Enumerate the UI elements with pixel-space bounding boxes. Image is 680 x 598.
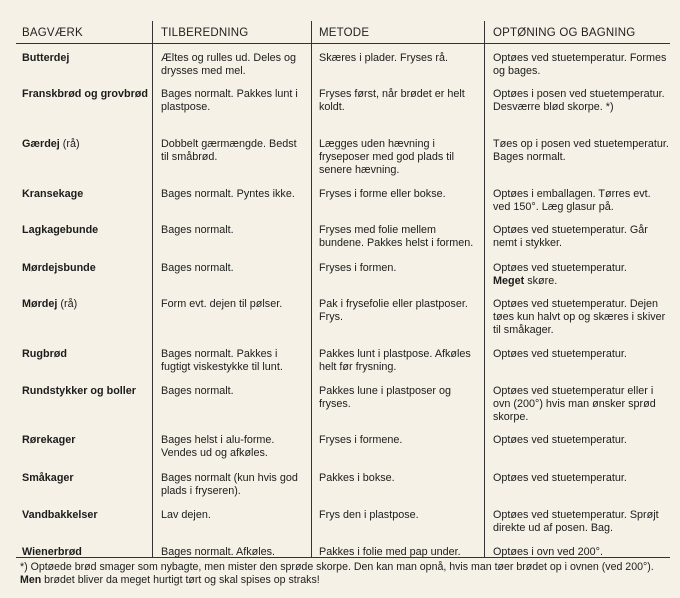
row-metode: Fryses først, når brødet er helt koldt. — [319, 88, 465, 113]
header-optoening: OPTØNING OG BAGNING — [493, 27, 636, 39]
row-metode: Fryses i formene. — [319, 434, 403, 446]
row-tilberedning: Bages helst i alu-forme. Vendes ud og afkøles. — [161, 434, 275, 459]
row-optoening — [493, 434, 669, 447]
row-metode: Pakkes i bokse. — [319, 472, 395, 484]
row-optoening-text: Optøes i ovn ved 200°. — [493, 546, 603, 558]
row-name — [22, 472, 148, 485]
row-optoening-text: Optøes ved stuetemperatur. Dejen tøes kun halvt op og skæres i skiver til småkager. — [493, 298, 666, 336]
row-optoening — [493, 472, 669, 485]
row-optoening-text: Optøes ved stuetemperatur. Sprøjt direkte ud af posen. Bag. — [493, 509, 659, 534]
footnote-emphasis: Men — [20, 573, 42, 586]
row-name — [22, 262, 148, 275]
row-optoening-text: Optøes i posen ved stuetemperatur. Desværre blød skorpe. *) — [493, 88, 665, 113]
row-optoening — [493, 298, 669, 337]
row-metode: Pak i frysefolie eller plastposer. Frys. — [319, 298, 468, 323]
row-name-text: Rundstykker og boller — [22, 385, 136, 397]
row-optoening — [493, 88, 669, 114]
row-optoening-text: Optøes ved stuetemperatur. — [493, 262, 627, 274]
row-name-text: Mørdej — [22, 298, 58, 310]
header-metode: METODE — [319, 27, 370, 39]
row-tilberedning: Bages normalt. Pakkes lunt i plastpose. — [161, 88, 298, 113]
row-metode: Pakkes i folie med pap under. — [319, 546, 461, 558]
row-optoening-text: Optøes ved stuetemperatur. Formes og bages. — [493, 52, 667, 77]
row-name-text: Wienerbrød — [22, 546, 82, 558]
row-name-text: Franskbrød og grovbrød — [22, 88, 148, 100]
column-divider-1 — [152, 21, 153, 557]
row-name — [22, 348, 148, 361]
header-bagvaerk: BAGVÆRK — [22, 27, 83, 39]
row-metode: Lægges uden hævning i fryseposer med god plads til senere hævning. — [319, 138, 455, 176]
row-name — [22, 434, 148, 447]
footnote — [20, 561, 668, 586]
row-name-text: Småkager — [22, 472, 74, 484]
row-tilberedning: Æltes og rulles ud. Deles og drysses med mel. — [161, 52, 297, 77]
row-tilberedning: Bages normalt. — [161, 385, 234, 397]
row-optoening-text: Optøes ved stuetemperatur eller i ovn (200°) hvis man ønsker sprød skorpe. — [493, 385, 656, 423]
row-name-suffix: (rå) — [57, 298, 78, 310]
row-name — [22, 188, 148, 201]
row-name-text: Mørdejsbunde — [22, 262, 96, 274]
header-rule — [16, 43, 670, 44]
footnote-text-end: brødet bliver da meget hurtigt tørt og skal spises op straks! — [41, 573, 320, 586]
row-optoening — [493, 509, 669, 535]
row-optoening — [493, 188, 669, 214]
row-name — [22, 52, 148, 65]
row-name — [22, 88, 148, 101]
footnote-text: *) Optøede brød smager som nybagte, men mister den sprøde skorpe. Den kan man opnå, hvis man tøer brødet op i ovnen (ved 200°). — [20, 561, 654, 573]
row-tilberedning: Lav dejen. — [161, 509, 211, 521]
row-metode: Fryses i forme eller bokse. — [319, 188, 446, 200]
row-optoening-text: Tøes op i posen ved stuetemperatur. Bages normalt. — [493, 138, 669, 163]
row-tilberedning: Dobbelt gærmængde. Bedst til småbrød. — [161, 138, 297, 163]
row-metode: Fryses i formen. — [319, 262, 397, 274]
row-name — [22, 509, 148, 522]
row-metode: Pakkes lunt i plastpose. Afkøles helt før frysning. — [319, 348, 471, 373]
row-tilberedning: Bages normalt. Pakkes i fugtigt viskestykke til lunt. — [161, 348, 283, 373]
row-name-text: Vandbakkelser — [22, 509, 98, 521]
row-tilberedning: Bages normalt. — [161, 262, 234, 274]
row-optoening — [493, 138, 669, 164]
row-tilberedning: Bages normalt. Afkøles. — [161, 546, 276, 558]
row-name-text: Lagkagebunde — [22, 224, 99, 236]
row-optoening-text: Optøes ved stuetemperatur. Går nemt i stykker. — [493, 224, 648, 249]
header-tilberedning: TILBEREDNING — [161, 27, 249, 39]
row-optoening — [493, 52, 669, 78]
row-optoening-text-end: skøre. — [524, 275, 558, 287]
row-metode: Frys den i plastpose. — [319, 509, 419, 521]
row-optoening — [493, 385, 669, 424]
row-name-text: Gærdej — [22, 138, 60, 150]
row-optoening — [493, 348, 669, 361]
row-name — [22, 385, 148, 398]
row-tilberedning: Form evt. dejen til pølser. — [161, 298, 283, 310]
row-name-text: Rørekager — [22, 434, 76, 446]
row-tilberedning: Bages normalt. — [161, 224, 234, 236]
row-optoening-text: Optøes ved stuetemperatur. — [493, 348, 627, 360]
column-divider-3 — [484, 21, 485, 557]
row-metode: Pakkes lune i plastposer og fryses. — [319, 385, 452, 410]
row-name-text: Kransekage — [22, 188, 84, 200]
row-name — [22, 138, 148, 151]
row-name-suffix: (rå) — [59, 138, 80, 150]
row-name — [22, 298, 148, 311]
row-tilberedning: Bages normalt. Pyntes ikke. — [161, 188, 295, 200]
column-divider-2 — [311, 21, 312, 557]
row-name — [22, 224, 148, 237]
row-metode: Fryses med folie mellem bundene. Pakkes helst i formen. — [319, 224, 474, 249]
row-optoening-text: Optøes i emballagen. Tørres evt. ved 150°. Læg glasur på. — [493, 188, 651, 213]
row-optoening — [493, 224, 669, 250]
row-optoening-text: Optøes ved stuetemperatur. — [493, 434, 627, 446]
row-name-text: Butterdej — [22, 52, 70, 64]
row-optoening — [493, 262, 669, 288]
row-tilberedning: Bages normalt (kun hvis god plads i fryseren). — [161, 472, 298, 497]
row-name-text: Rugbrød — [22, 348, 67, 360]
row-optoening-emphasis: Meget — [493, 275, 525, 287]
row-optoening-text: Optøes ved stuetemperatur. — [493, 472, 627, 484]
row-metode: Skæres i plader. Fryses rå. — [319, 52, 449, 64]
bottom-rule — [16, 557, 670, 558]
